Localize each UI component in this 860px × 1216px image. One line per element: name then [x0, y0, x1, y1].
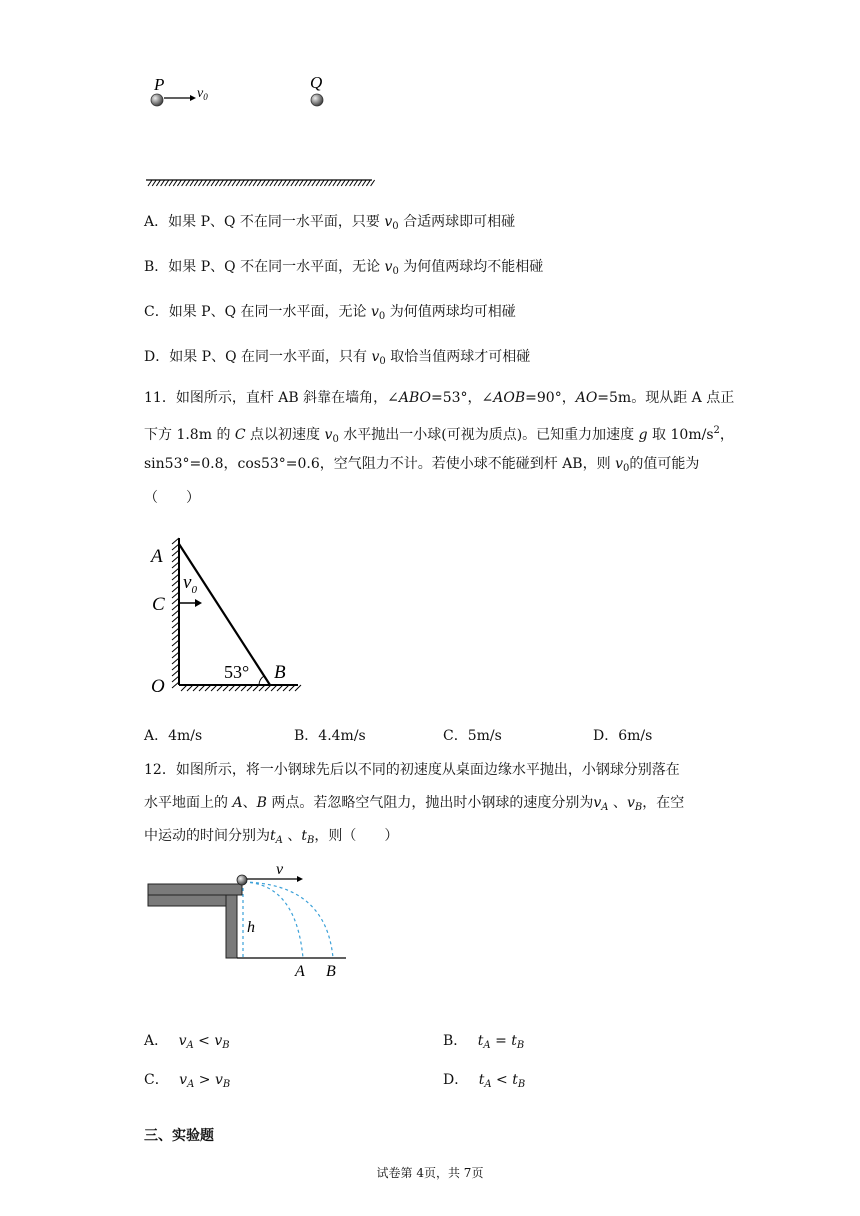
- q12-option-d: D． $t_A < t_B$: [443, 1072, 526, 1090]
- label-a: A: [151, 546, 163, 567]
- q11-line-3: sin53°=0.8，cos53°=0.6，空气阻力不计。若使小球不能碰到杆 AB，则 $v_0$的值可能为: [144, 456, 700, 474]
- figure-table-projectile: [146, 862, 361, 982]
- q12-line-3: 中运动的时间分别为$t_A$ 、$t_B$，则（ ）: [144, 828, 399, 846]
- q11-line-4: （ ）: [144, 490, 200, 506]
- q11-option-c: C．5m/s: [443, 728, 502, 744]
- label-angle: 53°: [224, 662, 250, 682]
- label-b-point: B: [326, 963, 336, 980]
- q10-option-b: B．如果 P、Q 不在同一水平面，无论 $v_0$ 为何值两球均不能相碰: [144, 259, 544, 277]
- label-b: B: [274, 662, 286, 683]
- svg-text:v0: $v_0$: [197, 86, 208, 102]
- figure-p-q-balls: [140, 70, 390, 195]
- trajectory-b: [244, 882, 333, 958]
- q11-option-d: D．6m/s: [593, 728, 653, 744]
- figure-rod-wall: [148, 530, 308, 695]
- q11-option-a: A．4m/s: [144, 728, 203, 744]
- label-v0-fig: v: [183, 572, 192, 593]
- ball-q: [311, 94, 323, 106]
- label-v: v: [276, 862, 284, 878]
- label-o: O: [151, 676, 165, 695]
- label-q: Q: [310, 73, 323, 92]
- label-p: P: [154, 75, 165, 94]
- q12-line-2: 水平地面上的 A、B 两点。若忽略空气阻力，抛出时小钢球的速度分别为$v_A$ 、$v_B$，在空: [144, 795, 685, 813]
- q12-option-b: B． $t_A = t_B$: [443, 1033, 525, 1051]
- section-heading: 三、实验题: [144, 1128, 214, 1144]
- steel-ball: [237, 875, 247, 885]
- q12-line-1: 12．如图所示，将一小钢球先后以不同的初速度从桌面边缘水平抛出，小钢球分别落在: [144, 762, 680, 778]
- q12-option-c: C． $v_A > v_B$: [144, 1072, 231, 1090]
- q12-option-a: A． $v_A < v_B$: [144, 1033, 230, 1051]
- q11-line-2: 下方 1.8m 的 C 点以初速度 $v_0$ 水平抛出一小球(可视为质点)。已知重力加速度 g 取 $10m/s^2$，: [144, 425, 734, 445]
- svg-text:v0: $v_0$: [183, 572, 197, 596]
- label-h: h: [247, 919, 255, 936]
- label-a-point: A: [295, 963, 305, 980]
- q11-line-1: 11．如图所示，直杆 AB 斜靠在墙角，∠ABO=53°，∠AOB=90°，AO=5m。现从距 A 点正: [144, 390, 735, 406]
- q10-option-c: C．如果 P、Q 在同一水平面，无论 $v_0$ 为何值两球均可相碰: [144, 304, 516, 322]
- q10-option-d: D．如果 P、Q 在同一水平面，只有 $v_0$ 取恰当值两球才可相碰: [144, 349, 531, 367]
- q11-option-b: B．4.4m/s: [294, 728, 366, 744]
- page-footer: 试卷第 4页，共 7页: [376, 1166, 484, 1180]
- ball-p: [151, 94, 163, 106]
- label-c: C: [152, 594, 165, 615]
- q10-option-a: A．如果 P、Q 不在同一水平面，只要 $v_0$ 合适两球即可相碰: [144, 214, 516, 232]
- label-v0: v: [197, 86, 204, 101]
